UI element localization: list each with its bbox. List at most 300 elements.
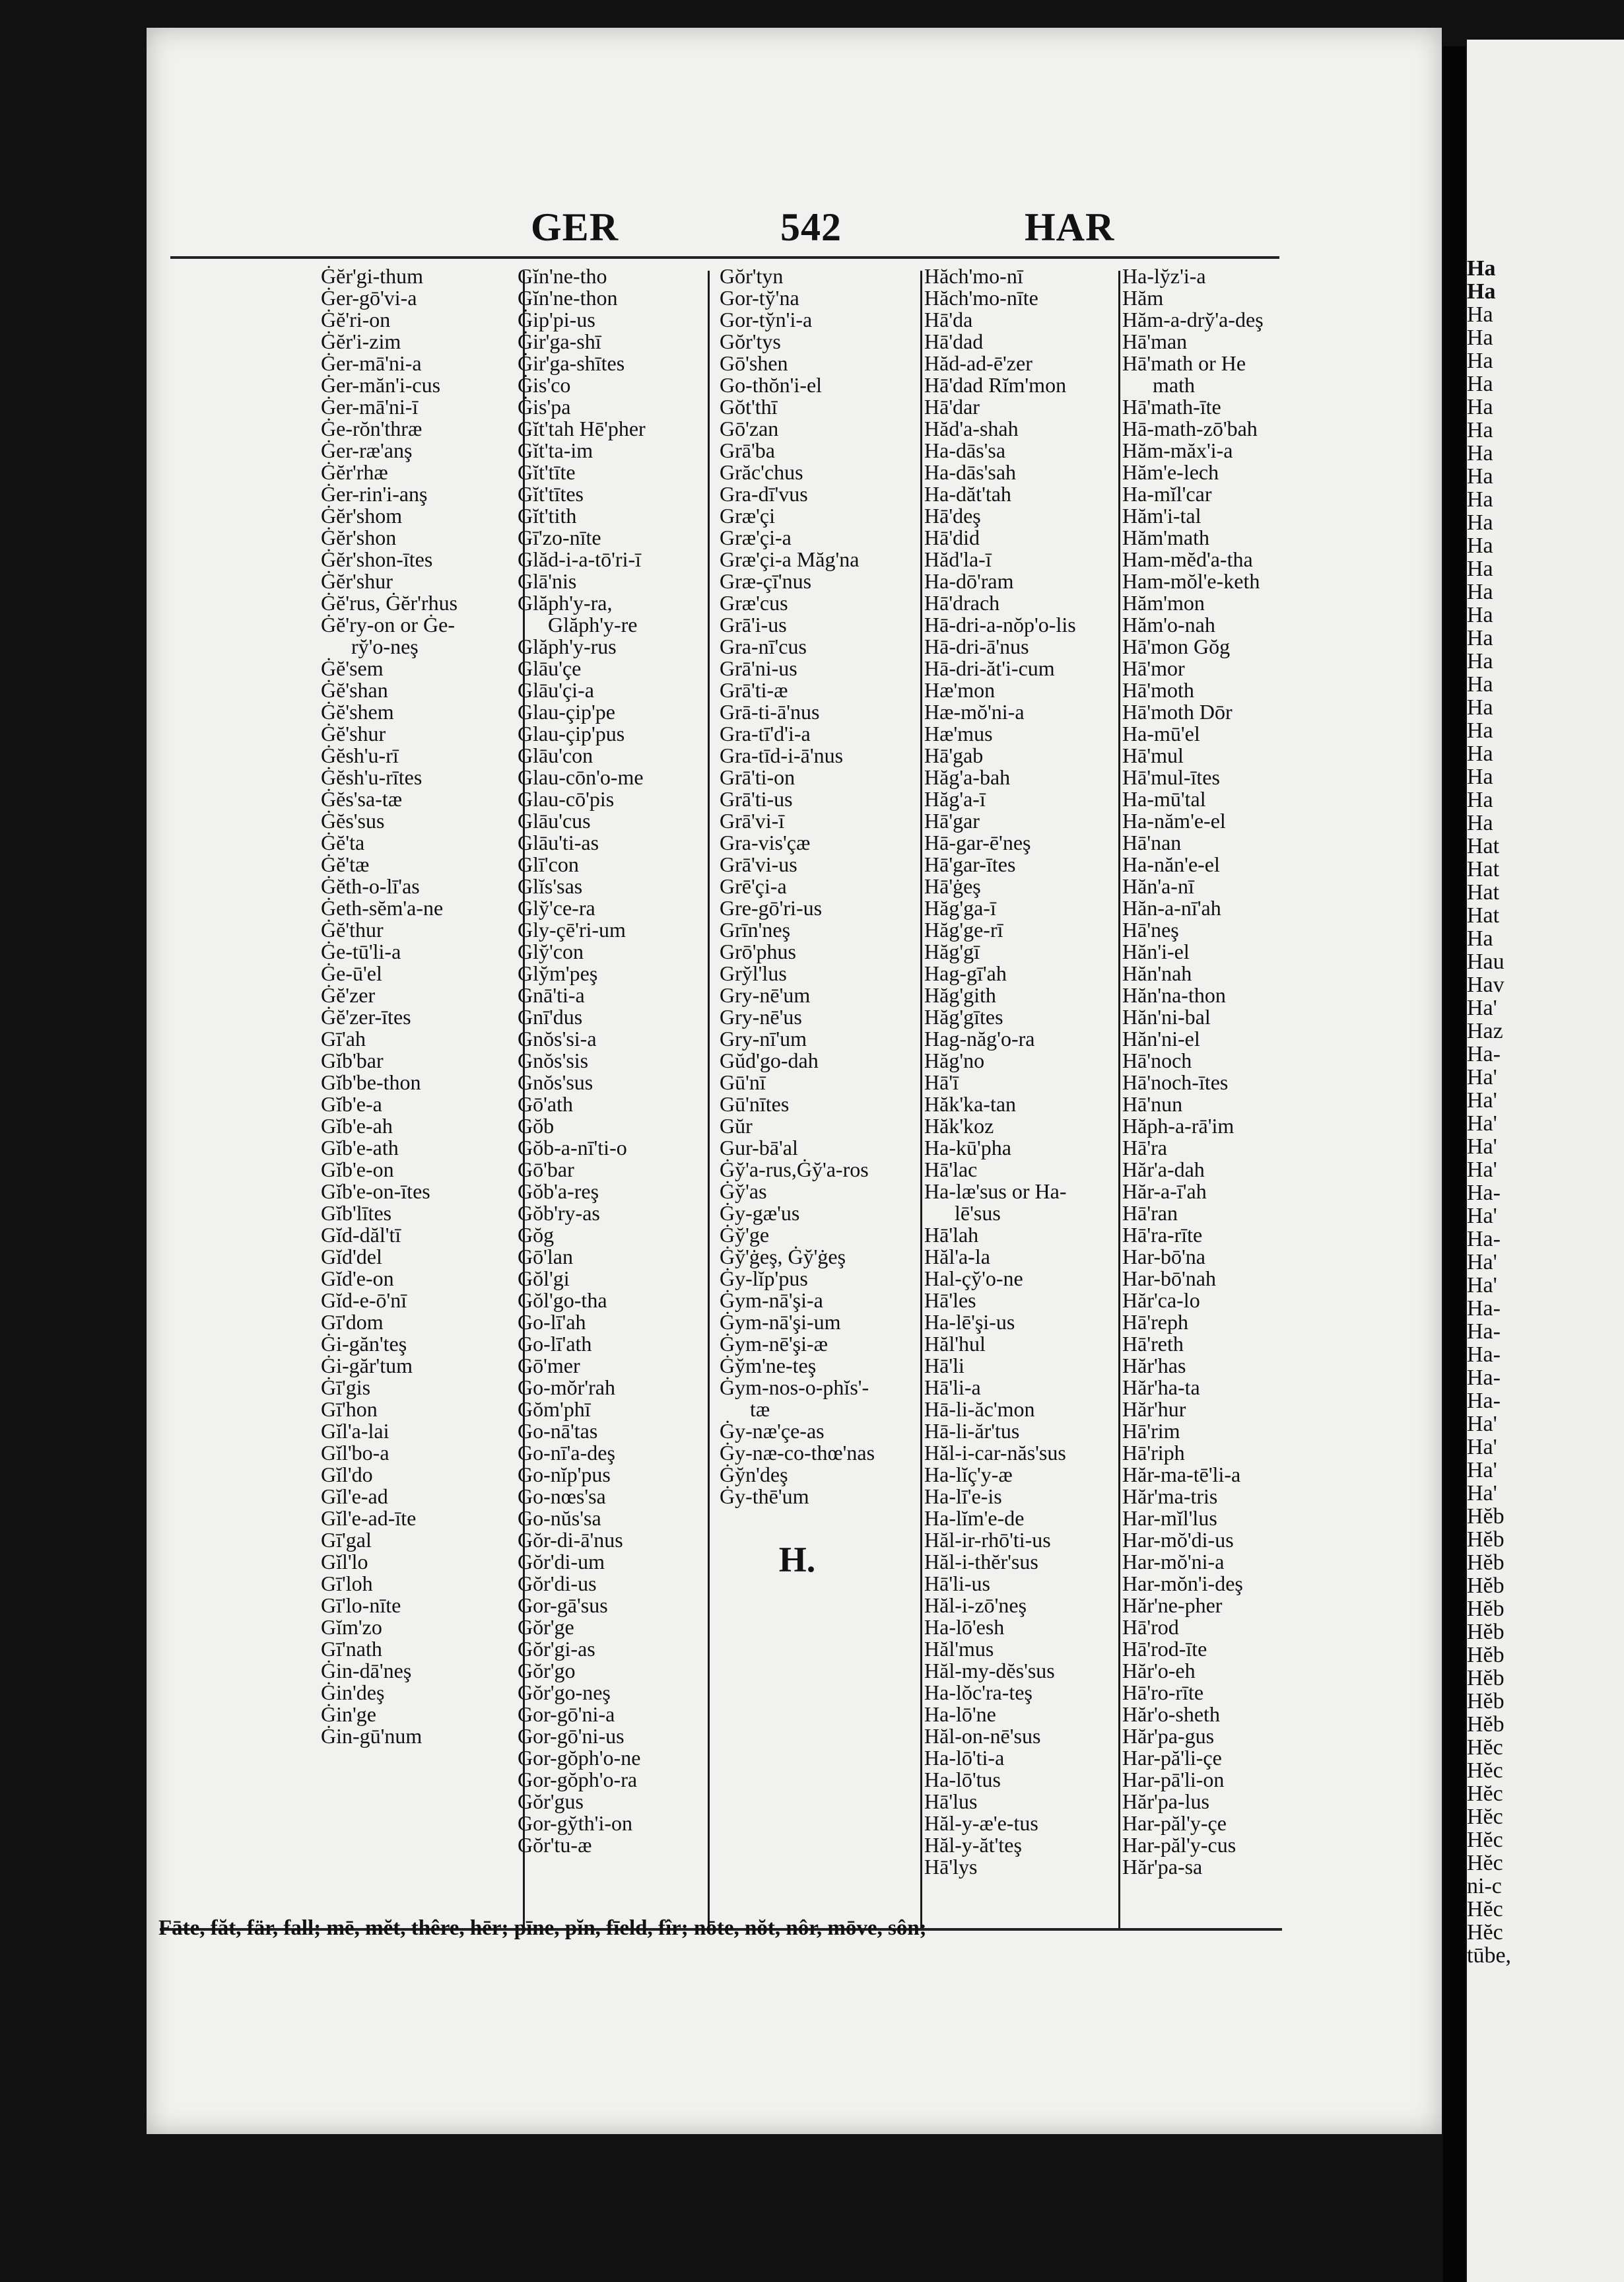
dictionary-entry: Gŏr'di-us xyxy=(518,1572,597,1595)
dictionary-entry: Gŭd'go-dah xyxy=(720,1049,819,1072)
dictionary-entry: Har-bō'na xyxy=(1122,1245,1205,1268)
dictionary-entry: Ha-dō'ram xyxy=(924,569,1014,593)
dictionary-entry: Gnā'ti-a xyxy=(518,983,585,1007)
dictionary-entry: Gŏl'go-tha xyxy=(518,1288,607,1312)
dictionary-entry: Har-mŏ'ni-a xyxy=(1122,1550,1225,1573)
dictionary-entry: Hā'da xyxy=(924,308,973,331)
dictionary-entry: Go-nā'tas xyxy=(518,1419,598,1443)
facing-page-fragment: Ha xyxy=(1467,742,1493,766)
dictionary-entry: Hā'gar xyxy=(924,809,980,833)
dictionary-entry: Ġĕsh'u-rī xyxy=(321,743,399,767)
facing-page-fragment: Ha xyxy=(1467,302,1493,327)
dictionary-entry: Gnŏs'si-a xyxy=(518,1027,597,1051)
dictionary-entry: Hā'rim xyxy=(1122,1419,1180,1443)
dictionary-entry: Gĭb'e-on xyxy=(321,1158,394,1181)
dictionary-entry: Grā'ti-æ xyxy=(720,678,788,702)
dictionary-entry: Gī'lo-nīte xyxy=(321,1593,401,1617)
dictionary-entry: Har-mĭl'lus xyxy=(1122,1506,1217,1530)
dictionary-entry: Gŏb'a-reş xyxy=(518,1179,599,1203)
dictionary-entry: Gŏr'di-um xyxy=(518,1550,605,1573)
dictionary-entry: Har-mŏn'i-deş xyxy=(1122,1572,1243,1595)
dictionary-entry: Glāu'çi-a xyxy=(518,678,594,702)
dictionary-entry: Gnŏs'sis xyxy=(518,1049,589,1072)
dictionary-entry: Glau-cōn'o-me xyxy=(518,765,644,789)
dictionary-entry: Hăn'nah xyxy=(1122,961,1192,985)
facing-page-fragment: Ha xyxy=(1467,256,1496,281)
dictionary-entry: Gly̆'ce-ra xyxy=(518,896,595,920)
dictionary-entry: Gly̆m'peş xyxy=(518,961,598,985)
dictionary-entry: Grā'vi-us xyxy=(720,852,797,876)
dictionary-entry: Hā'mon Gŏg xyxy=(1122,635,1231,658)
dictionary-entry: Gor-gā'sus xyxy=(518,1593,608,1617)
dictionary-entry: Hăl'mus xyxy=(924,1637,994,1661)
facing-page-fragment: Ha' xyxy=(1467,1134,1497,1159)
dictionary-entry: Grīn'neş xyxy=(720,918,791,942)
dictionary-entry: Gĭl'a-lai xyxy=(321,1419,389,1443)
column-5 xyxy=(1122,265,1264,1878)
dictionary-entry: Hăl-i-thĕr'sus xyxy=(924,1550,1038,1573)
dictionary-entry: Ġĕ'zer-ītes xyxy=(321,1005,411,1029)
dictionary-entry: Ha-dās'sah xyxy=(924,460,1017,484)
dictionary-entry: Gra-tī'd'i-a xyxy=(720,722,811,745)
dictionary-entry: Glăph'y-re xyxy=(548,613,638,637)
pronunciation-key: Fāte, făt, fär, fall; mē, mĕt, thêre, hēr; pīne, pĭn, fīeld, fîr; nōte, nŏt, nôr, mōve, sôn; xyxy=(158,1916,927,1940)
facing-page-fragment: Ha- xyxy=(1467,1389,1501,1413)
dictionary-entry: Har-mŏ'di-us xyxy=(1122,1528,1234,1552)
dictionary-entry: Grā-ti-ā'nus xyxy=(720,700,820,724)
facing-page-fragment: Hĕc xyxy=(1467,1758,1503,1783)
dictionary-entry: Hăl-y-æ'e-tus xyxy=(924,1811,1038,1835)
facing-page-fragment: Ha' xyxy=(1467,1435,1497,1459)
dictionary-entry: Go-thŏn'i-el xyxy=(720,373,823,397)
dictionary-entry: Hăg'no xyxy=(924,1049,985,1072)
dictionary-entry: Hā'lah xyxy=(924,1223,979,1247)
dictionary-entry: Ġĕr'shom xyxy=(321,504,403,528)
dictionary-entry: Ġy̆m'ne-teş xyxy=(720,1354,817,1377)
dictionary-entry: Ġip'pi-us xyxy=(518,308,595,331)
dictionary-entry: Hăn'i-el xyxy=(1122,940,1190,963)
dictionary-entry: Hăr'pa-gus xyxy=(1122,1724,1215,1748)
dictionary-entry: Gĭd'del xyxy=(321,1245,382,1268)
dictionary-entry: Gĭb'lītes xyxy=(321,1201,392,1225)
dictionary-entry: Hăl'hul xyxy=(924,1332,986,1356)
dictionary-entry: Hā'mul-ītes xyxy=(1122,765,1220,789)
facing-page-fragment: Hĕc xyxy=(1467,1828,1503,1852)
dictionary-entry: Ġĕ'ry-on or Ġe- xyxy=(321,613,456,637)
dictionary-entry: Gĭb'bar xyxy=(321,1049,384,1072)
dictionary-entry: Gŏg xyxy=(518,1223,555,1247)
dictionary-entry: Ġĕr'i-zim xyxy=(321,329,401,353)
facing-page-fragment: Ha xyxy=(1467,418,1493,442)
facing-page-fragment: Ha xyxy=(1467,626,1493,650)
facing-page-fragment: Ha xyxy=(1467,649,1493,674)
facing-page-fragment: Hĕc xyxy=(1467,1851,1503,1875)
dictionary-entry: Grā'ba xyxy=(720,438,775,462)
dictionary-entry: Hā'dad Rĭm'mon xyxy=(924,373,1067,397)
dictionary-entry: Hā'les xyxy=(924,1288,976,1312)
dictionary-entry: Gŏr'tys xyxy=(720,329,781,353)
dictionary-entry: Hā-gar-ē'neş xyxy=(924,831,1031,854)
dictionary-entry: Hā'rod xyxy=(1122,1615,1179,1639)
dictionary-entry: Hā'lac xyxy=(924,1158,978,1181)
dictionary-entry: Hæ'mus xyxy=(924,722,993,745)
facing-page-fragment: Ha xyxy=(1467,811,1493,835)
dictionary-entry: Hăm'math xyxy=(1122,526,1209,549)
dictionary-entry: Hā-math-zō'bah xyxy=(1122,417,1258,440)
dictionary-entry: Hā'neş xyxy=(1122,918,1179,942)
dictionary-entry: Gĭd'e-on xyxy=(321,1266,394,1290)
dictionary-entry: Hā'reth xyxy=(1122,1332,1184,1356)
dictionary-entry: Har-pā'li-on xyxy=(1122,1768,1225,1791)
dictionary-entry: Ġī'gis xyxy=(321,1375,371,1399)
dictionary-entry: Ġir'ga-shītes xyxy=(518,351,625,375)
dictionary-entry: Gĭb'e-on-ītes xyxy=(321,1179,430,1203)
header-right-guide-word: HAR xyxy=(1025,205,1115,249)
facing-page-fragment: Ha xyxy=(1467,603,1493,627)
facing-page-fragment: Ha- xyxy=(1467,1366,1501,1390)
dictionary-entry: Hăk'koz xyxy=(924,1114,994,1138)
dictionary-entry: Hăn'ni-bal xyxy=(1122,1005,1211,1029)
dictionary-entry: Gō'ath xyxy=(518,1092,573,1116)
dictionary-entry: Hăr'pa-sa xyxy=(1122,1855,1203,1879)
facing-page-fragment: Ha- xyxy=(1467,1227,1501,1251)
dictionary-entry: Ġi-găr'tum xyxy=(321,1354,413,1377)
dictionary-entry: Græ'çi-a xyxy=(720,526,792,549)
dictionary-entry: Hā'did xyxy=(924,526,980,549)
facing-page-fragment: Ha- xyxy=(1467,1296,1501,1321)
dictionary-entry: Ha-năn'e-el xyxy=(1122,852,1220,876)
book-gutter xyxy=(1443,46,1466,2282)
dictionary-entry: Har-păl'y-cus xyxy=(1122,1833,1236,1857)
dictionary-entry: Ha-lō'ne xyxy=(924,1702,996,1726)
dictionary-entry: Gĭn'ne-thon xyxy=(518,286,618,310)
dictionary-entry: Hăl-ir-rhō'ti-us xyxy=(924,1528,1051,1552)
dictionary-entry: Grō'phus xyxy=(720,940,796,963)
dictionary-entry: Ġĕth-o-lī'as xyxy=(321,874,420,898)
dictionary-entry: Hăm'e-lech xyxy=(1122,460,1219,484)
dictionary-entry: Har-bō'nah xyxy=(1122,1266,1216,1290)
dictionary-page xyxy=(147,28,1442,2134)
facing-page-fragment: Hĕb xyxy=(1467,1712,1505,1737)
dictionary-entry: Ġĕr'shon-ītes xyxy=(321,547,433,571)
dictionary-entry: Gŏr'tyn xyxy=(720,264,784,288)
dictionary-entry: Go-nĭp'pus xyxy=(518,1463,611,1486)
dictionary-entry: Glāu'cus xyxy=(518,809,591,833)
dictionary-entry: Hā'lus xyxy=(924,1789,978,1813)
facing-page-fragment: Hĕb xyxy=(1467,1620,1505,1644)
dictionary-entry: Grē'çi-a xyxy=(720,874,787,898)
dictionary-entry: Har-păl'y-çe xyxy=(1122,1811,1227,1835)
dictionary-entry: Hā'ġeş xyxy=(924,874,981,898)
dictionary-entry: Ġir'ga-shī xyxy=(518,329,601,353)
dictionary-entry: Hā'rod-īte xyxy=(1122,1637,1207,1661)
dictionary-entry: Glăd-i-a-tō'ri-ī xyxy=(518,547,642,571)
dictionary-entry: Gī'zo-nīte xyxy=(518,526,601,549)
dictionary-entry: Ġym-nē'şi-æ xyxy=(720,1332,828,1356)
dictionary-entry: Gly̆'con xyxy=(518,940,584,963)
dictionary-entry: Ġĕ'ta xyxy=(321,831,365,854)
dictionary-entry: Ham-mĕd'a-tha xyxy=(1122,547,1253,571)
dictionary-entry: Ġer-mā'ni-ī xyxy=(321,395,419,419)
facing-page-fragment: Ha xyxy=(1467,464,1493,489)
dictionary-entry: Ġy-thē'um xyxy=(720,1484,809,1508)
header-left-guide-word: GER xyxy=(531,205,619,249)
facing-page-fragment: Haz xyxy=(1467,1019,1503,1043)
dictionary-entry: Go-nœs'sa xyxy=(518,1484,606,1508)
dictionary-entry: Hăr'ma-tris xyxy=(1122,1484,1218,1508)
facing-page-fragment: Hau xyxy=(1467,950,1505,974)
dictionary-entry: Hā'math or He xyxy=(1122,351,1246,375)
dictionary-entry: Gŏb-a-nī'ti-o xyxy=(518,1136,627,1159)
facing-page-fragment: Ha xyxy=(1467,695,1493,720)
dictionary-entry: Hăr'ne-pher xyxy=(1122,1593,1223,1617)
dictionary-entry: Hā-dri-ā'nus xyxy=(924,635,1029,658)
dictionary-entry: lē'sus xyxy=(955,1201,1001,1225)
dictionary-entry: Ġĕr'gi-thum xyxy=(321,264,424,288)
dictionary-entry: Glāu'çe xyxy=(518,656,582,680)
dictionary-entry: Gī'ah xyxy=(321,1027,366,1051)
dictionary-entry: Gĭt'tīte xyxy=(518,460,576,484)
dictionary-entry: Gor-gō'ni-us xyxy=(518,1724,625,1748)
dictionary-entry: Hăk'ka-tan xyxy=(924,1092,1017,1116)
dictionary-entry: Glāu'con xyxy=(518,743,593,767)
facing-page-fragment: Hĕb xyxy=(1467,1504,1505,1529)
dictionary-entry: Ha-lō'esh xyxy=(924,1615,1005,1639)
dictionary-entry: Hăr'hur xyxy=(1122,1397,1186,1421)
dictionary-entry: Har-pă'li-çe xyxy=(1122,1746,1222,1770)
dictionary-entry: Ġer-măn'i-cus xyxy=(321,373,441,397)
dictionary-entry: Hā-dri-ăt'i-cum xyxy=(924,656,1055,680)
facing-page-fragment: Hat xyxy=(1467,834,1500,858)
dictionary-entry: Ha-kū'pha xyxy=(924,1136,1011,1159)
dictionary-entry: Hā'drach xyxy=(924,591,1000,615)
facing-page-fragment: Ha xyxy=(1467,279,1496,304)
dictionary-entry: Gĭt'tah Hē'pher xyxy=(518,417,646,440)
dictionary-entry: Ġe-rŏn'thræ xyxy=(321,417,423,440)
dictionary-entry: Ha-năm'e-el xyxy=(1122,809,1226,833)
dictionary-entry: Go-nī'a-deş xyxy=(518,1441,615,1465)
dictionary-entry: Ġy̆n'deş xyxy=(720,1463,788,1486)
section-heading: H. xyxy=(778,1540,816,1579)
facing-page-fragment: Ha xyxy=(1467,372,1493,396)
facing-page-fragment: Hĕb xyxy=(1467,1689,1505,1713)
dictionary-entry: Ġĕr'rhæ xyxy=(321,460,388,484)
facing-page-fragment: Ha xyxy=(1467,580,1493,604)
dictionary-entry: Gŭr xyxy=(720,1114,753,1138)
dictionary-entry: Hăn'a-nī xyxy=(1122,874,1194,898)
facing-page-fragment: Ha' xyxy=(1467,1481,1497,1505)
dictionary-entry: Hăd-ad-ē'zer xyxy=(924,351,1032,375)
dictionary-entry: Glau-çip'pus xyxy=(518,722,625,745)
facing-page-fragment: Ha xyxy=(1467,672,1493,697)
dictionary-entry: Hā'man xyxy=(1122,329,1188,353)
facing-page-fragment: Hĕb xyxy=(1467,1643,1505,1667)
dictionary-entry: Ha-læ'sus or Ha- xyxy=(924,1179,1067,1203)
dictionary-entry: Gū'nītes xyxy=(720,1092,790,1116)
dictionary-entry: Gĭd-e-ō'nī xyxy=(321,1288,407,1312)
dictionary-entry: Hā'ī xyxy=(924,1070,959,1094)
facing-page-fragment: Ha xyxy=(1467,557,1493,581)
dictionary-entry: Glăph'y-rus xyxy=(518,635,617,658)
dictionary-entry: Ġin-gū'num xyxy=(321,1724,423,1748)
facing-page-fragment: Ha' xyxy=(1467,1088,1497,1113)
dictionary-entry: Gī'gal xyxy=(321,1528,372,1552)
dictionary-entry: Gor-gŏph'o-ra xyxy=(518,1768,638,1791)
dictionary-entry: tæ xyxy=(750,1397,770,1421)
dictionary-entry: Go-lī'ah xyxy=(518,1310,586,1334)
facing-page-fragment: tūbe, xyxy=(1467,1943,1512,1968)
dictionary-entry: Hăr'a-dah xyxy=(1122,1158,1205,1181)
dictionary-entry: Gnī'dus xyxy=(518,1005,583,1029)
facing-page-fragment: Ha' xyxy=(1467,1204,1497,1228)
dictionary-entry: Glāu'ti-as xyxy=(518,831,599,854)
facing-page-fragment: Hĕc xyxy=(1467,1735,1503,1760)
dictionary-entry: Ha-dās'sa xyxy=(924,438,1006,462)
facing-page-fragment: Ha' xyxy=(1467,1158,1497,1182)
dictionary-entry: Ġy-næ-co-thœ'nas xyxy=(720,1441,875,1465)
dictionary-entry: Gra-nī'cus xyxy=(720,635,807,658)
dictionary-entry: Gō'mer xyxy=(518,1354,580,1377)
dictionary-entry: Hæ-mŏ'ni-a xyxy=(924,700,1025,724)
dictionary-entry: Gī'dom xyxy=(321,1310,384,1334)
facing-page-fragment: Ha' xyxy=(1467,1065,1497,1089)
facing-page-fragment: Ha- xyxy=(1467,1181,1501,1205)
dictionary-entry: Hā'nan xyxy=(1122,831,1182,854)
dictionary-entry: Ġĕ'tæ xyxy=(321,852,370,876)
dictionary-entry: Grā'ti-us xyxy=(720,787,793,811)
facing-page-fragment: Ha' xyxy=(1467,1111,1497,1136)
dictionary-entry: Hăr'o-sheth xyxy=(1122,1702,1220,1726)
dictionary-entry: Hā'moth xyxy=(1122,678,1194,702)
facing-page-fragment: Ha xyxy=(1467,487,1493,512)
dictionary-entry: Ġis'co xyxy=(518,373,571,397)
dictionary-entry: Gĭl'e-ad xyxy=(321,1484,388,1508)
dictionary-entry: Hăg'a-bah xyxy=(924,765,1011,789)
dictionary-entry: Hā'reph xyxy=(1122,1310,1188,1334)
dictionary-entry: Gō'shen xyxy=(720,351,788,375)
facing-page-fragment: Hĕb xyxy=(1467,1573,1505,1598)
dictionary-entry: Gŏr'go xyxy=(518,1659,576,1682)
dictionary-entry: Gĭt'tith xyxy=(518,504,577,528)
dictionary-entry: Ha-mū'el xyxy=(1122,722,1200,745)
dictionary-entry: Gĭb'e-ath xyxy=(321,1136,399,1159)
facing-page-fragment: Ha- xyxy=(1467,1319,1501,1344)
dictionary-entry: Hæ'mon xyxy=(924,678,996,702)
dictionary-entry: Gly-çē'ri-um xyxy=(518,918,626,942)
facing-page-fragment: Hĕc xyxy=(1467,1805,1503,1829)
dictionary-entry: Hăr'o-eh xyxy=(1122,1659,1196,1682)
dictionary-entry: Gŏt'thī xyxy=(720,395,778,419)
dictionary-entry: Ġĕs'sa-tæ xyxy=(321,787,403,811)
dictionary-entry: Hal-çy̆'o-ne xyxy=(924,1266,1023,1290)
dictionary-entry: Gry-nē'us xyxy=(720,1005,802,1029)
facing-page-fragment: ni-c xyxy=(1467,1874,1502,1898)
dictionary-entry: Hā'nun xyxy=(1122,1092,1183,1116)
dictionary-entry: Go-lī'ath xyxy=(518,1332,592,1356)
dictionary-entry: Ġer-mā'ni-a xyxy=(321,351,422,375)
dictionary-entry: Ġĕ'shem xyxy=(321,700,394,724)
dictionary-entry: Gō'lan xyxy=(518,1245,573,1268)
facing-page-fragment: Hĕc xyxy=(1467,1897,1503,1921)
dictionary-entry: ry̆'o-neş xyxy=(351,635,419,658)
dictionary-entry: Gŏr-di-ā'nus xyxy=(518,1528,623,1552)
dictionary-entry: math xyxy=(1153,373,1195,397)
dictionary-entry: Hăg'a-ī xyxy=(924,787,986,811)
dictionary-entry: Ha-dăt'tah xyxy=(924,482,1011,506)
facing-page-fragment: Hĕb xyxy=(1467,1550,1505,1575)
dictionary-entry: Hăg'ge-rī xyxy=(924,918,1003,942)
dictionary-entry: Gŏr'gi-as xyxy=(518,1637,595,1661)
dictionary-entry: Hăn'na-thon xyxy=(1122,983,1226,1007)
dictionary-entry: Hăl-i-car-năs'sus xyxy=(924,1441,1066,1465)
column-2 xyxy=(518,265,646,1856)
facing-page-fragment: Ha xyxy=(1467,349,1493,373)
dictionary-entry: Hăn'ni-el xyxy=(1122,1027,1200,1051)
facing-page-fragment: Ha' xyxy=(1467,1458,1497,1482)
dictionary-entry: Gĭl'bo-a xyxy=(321,1441,389,1465)
dictionary-entry: Ġym-nā'şi-um xyxy=(720,1310,841,1334)
column-divider xyxy=(708,271,710,1928)
facing-page-fragment: Hat xyxy=(1467,857,1500,882)
dictionary-entry: Glau-çip'pe xyxy=(518,700,615,724)
dictionary-entry: Hā'ra-rīte xyxy=(1122,1223,1203,1247)
dictionary-entry: Ġer-rin'i-anş xyxy=(321,482,428,506)
dictionary-entry: Gĭl'do xyxy=(321,1463,373,1486)
dictionary-entry: Ġe-ū'el xyxy=(321,961,382,985)
dictionary-entry: Hăm-a-dry̆'a-deş xyxy=(1122,308,1264,331)
dictionary-entry: Ġĕ'sem xyxy=(321,656,384,680)
dictionary-entry: Glau-cō'pis xyxy=(518,787,615,811)
dictionary-entry: Hag-gī'ah xyxy=(924,961,1007,985)
dictionary-entry: Gry-nē'um xyxy=(720,983,811,1007)
dictionary-entry: Ġy̆'ge xyxy=(720,1223,770,1247)
dictionary-entry: Ġy-gæ'us xyxy=(720,1201,800,1225)
dictionary-entry: Hā-dri-a-nŏp'o-lis xyxy=(924,613,1076,637)
facing-page-fragment: Ha' xyxy=(1467,1412,1497,1436)
dictionary-entry: Ġis'pa xyxy=(518,395,571,419)
facing-page-fragment: Ha xyxy=(1467,441,1493,466)
facing-page-edge xyxy=(1467,40,1624,2282)
facing-page-fragment: Ha' xyxy=(1467,1273,1497,1297)
dictionary-entry: Gĭb'be-thon xyxy=(321,1070,421,1094)
dictionary-entry: Hăl-my-dĕs'sus xyxy=(924,1659,1055,1682)
dictionary-entry: Gŏb xyxy=(518,1114,555,1138)
dictionary-entry: Ġeth-sĕm'a-ne xyxy=(321,896,444,920)
dictionary-entry: Hăg'ga-ī xyxy=(924,896,996,920)
dictionary-entry: Glā'nis xyxy=(518,569,577,593)
dictionary-entry: Hā'dar xyxy=(924,395,980,419)
facing-page-fragment: Ha xyxy=(1467,926,1493,951)
dictionary-entry: Hā'math-īte xyxy=(1122,395,1221,419)
dictionary-entry: Hăg'gith xyxy=(924,983,996,1007)
dictionary-entry: Ġy̆'ġeş, Ġy̆'ġeş xyxy=(720,1245,846,1268)
header-rule xyxy=(170,256,1279,259)
dictionary-entry: Gō'bar xyxy=(518,1158,574,1181)
dictionary-entry: Hā'li-us xyxy=(924,1572,990,1595)
dictionary-entry: Ha-mĭl'car xyxy=(1122,482,1212,506)
dictionary-entry: Gĭm'zo xyxy=(321,1615,382,1639)
dictionary-entry: Ġĕ'zer xyxy=(321,983,376,1007)
facing-page-fragment: Hat xyxy=(1467,880,1500,905)
dictionary-entry: Hăr-ma-tē'li-a xyxy=(1122,1463,1241,1486)
dictionary-entry: Ġin-dā'neş xyxy=(321,1659,412,1682)
dictionary-entry: Grā'ni-us xyxy=(720,656,797,680)
dictionary-entry: Gū'nī xyxy=(720,1070,766,1094)
dictionary-entry: Gŏl'gi xyxy=(518,1266,570,1290)
dictionary-entry: Gŏm'phī xyxy=(518,1397,591,1421)
dictionary-entry: Hăg'gī xyxy=(924,940,980,963)
dictionary-entry: Hăch'mo-nī xyxy=(924,264,1023,288)
